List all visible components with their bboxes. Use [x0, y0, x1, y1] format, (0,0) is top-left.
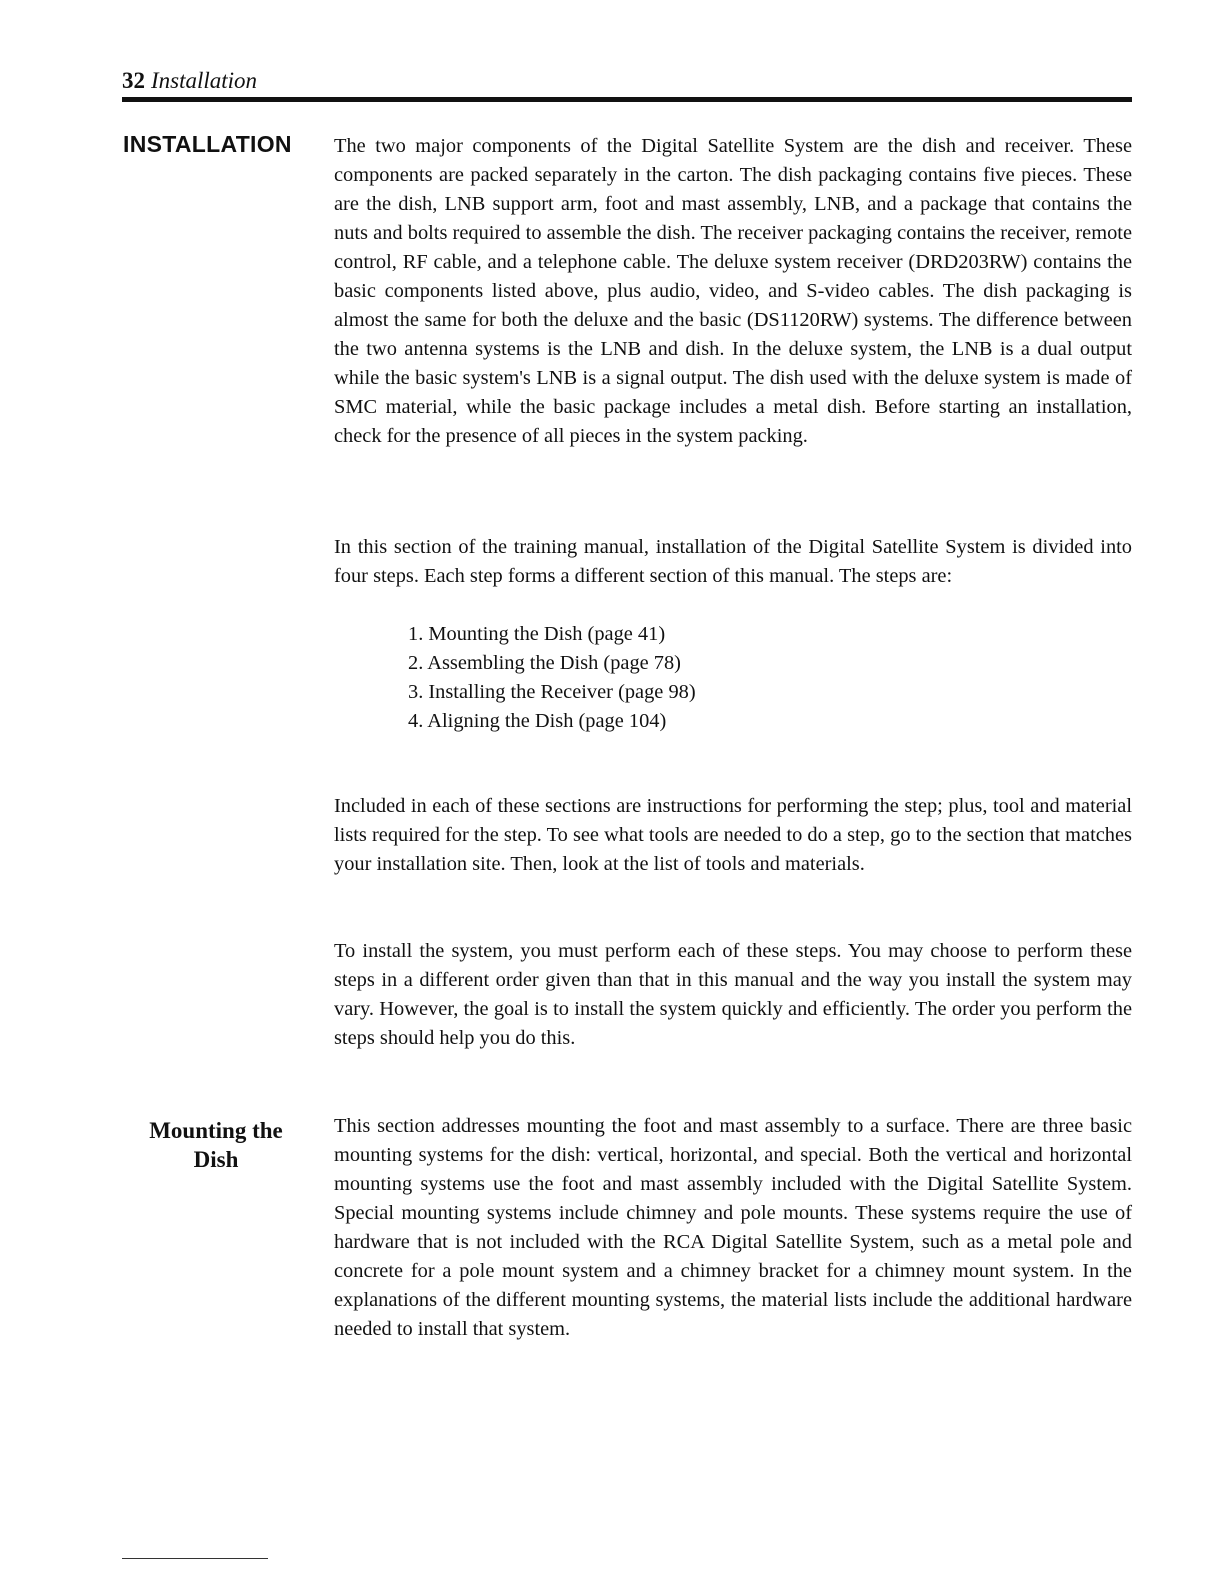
- subsection-heading-line: Mounting the: [149, 1118, 283, 1143]
- step-item: 4. Aligning the Dish (page 104): [408, 710, 667, 732]
- order-paragraph: To install the system, you must perform each of these steps. You may choose to perform these steps in a different order given than that in this manual and the way you install the system may vary. However, the goal is to install the system quickly and efficiently. The order you perform the steps should help you do this.: [334, 940, 1132, 1049]
- footnote-rule: [122, 1558, 268, 1559]
- mounting-paragraph: This section addresses mounting the foot and mast assembly to a surface. There are three basic mounting systems for the dish: vertical, horizontal, and special. Both the vertical and horizontal mounting systems use the foot and mast assembly included with the Digital Satellite System. Special mounting systems include chimney and pole mounts. These systems require the use of hardware that is not included with the RCA Digital Satellite System, such as a metal pole and concrete for a pole mount system and a chimney bracket for a chimney mount system. In the explanations of the different mounting systems, the material lists include the additional hardware needed to install that system.: [334, 1115, 1132, 1340]
- subsection-heading-line: Dish: [193, 1147, 239, 1172]
- tools-paragraph: Included in each of these sections are instructions for performing the step; plus, tool and material lists required for the step. To see what tools are needed to do a step, go to the section that matches your installation site. Then, look at the list of tools and materials.: [334, 795, 1132, 875]
- subsection-heading-mounting: [122, 1116, 310, 1174]
- page-header: [122, 66, 257, 96]
- page-number: 32: [122, 68, 145, 93]
- running-title: Installation: [151, 68, 258, 93]
- steps-intro-paragraph: In this section of the training manual, installation of the Digital Satellite System is divided into four steps. Each step forms a different section of this manual. The steps are:: [334, 536, 1132, 587]
- step-item: 2. Assembling the Dish (page 78): [408, 652, 681, 674]
- intro-paragraph: The two major components of the Digital Satellite System are the dish and receiver. These components are packed separately in the carton. The dish packaging contains five pieces. These are the dish, LNB support arm, foot and mast assembly, LNB, and a package that contains the nuts and bolts required to assemble the dish. The receiver packaging contains the receiver, remote control, RF cable, and a telephone cable. The deluxe system receiver (DRD203RW) contains the basic components listed above, plus audio, video, and S-video cables. The dish packaging is almost the same for both the deluxe and the basic (DS1120RW) systems. The difference between the two antenna systems is the LNB and dish. In the deluxe system, the LNB is a dual output while the basic system's LNB is a signal output. The dish used with the deluxe system is made of SMC material, while the basic package includes a metal dish. Before starting an installation, check for the presence of all pieces in the system packing.: [334, 135, 1132, 447]
- steps-list: [408, 620, 696, 736]
- header-rule: [122, 97, 1132, 102]
- step-item: 1. Mounting the Dish (page 41): [408, 623, 666, 645]
- section-heading-installation: INSTALLATION: [123, 131, 292, 157]
- step-item: 3. Installing the Receiver (page 98): [408, 681, 696, 703]
